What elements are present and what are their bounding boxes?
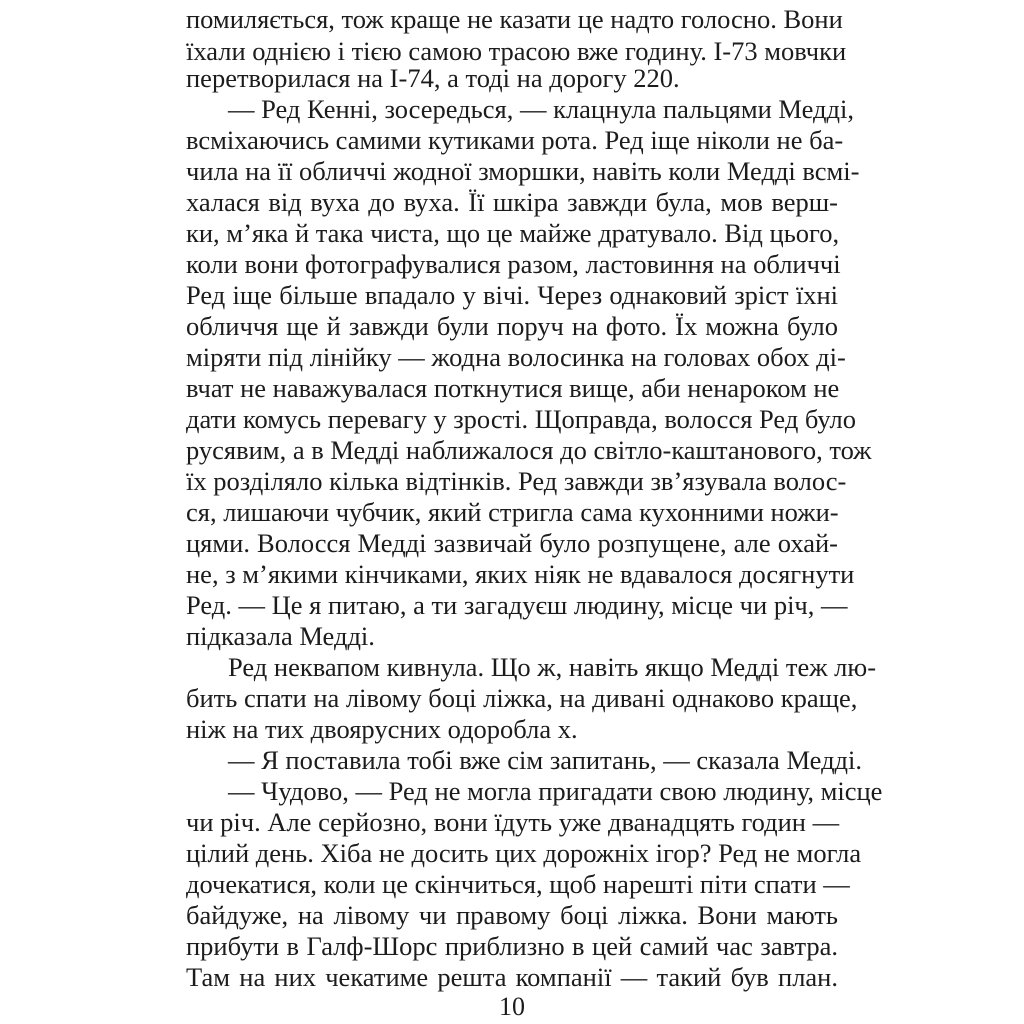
page-number: 10: [499, 992, 525, 1021]
text-line: байдуже, на лівому чи правому боці ліжка. Вони мають: [186, 900, 838, 930]
text-line: вчат не наважувалася поткнутися вище, аби ненароком не: [186, 373, 840, 403]
text-line: ніж на тих двоярусних одоробла х.: [186, 714, 578, 744]
text-line: Там на них чекатиме решта компанії — такий був план.: [186, 962, 838, 992]
text-line: чила на її обличчі жодної зморшки, навіть коли Медді всмі-: [186, 156, 860, 186]
text-line: бить спати на лівому боці ліжка, на дивані однаково краще,: [186, 683, 858, 713]
text-line: чи річ. Але серйозно, вони їдуть уже дванадцять годин —: [186, 807, 840, 837]
text-line: Ред. — Це я питаю, а ти загадуєш людину, місце чи річ, —: [186, 590, 848, 620]
text-line: цями. Волосся Медді зазвичай було розпущене, але охай-: [186, 528, 838, 558]
text-line: русявим, а в Медді наближалося до світло-каштанового, тож: [186, 435, 872, 465]
text-line: їх розділяло кілька відтінків. Ред завжди зв’язувала волос-: [186, 466, 847, 496]
text-line: дочекатися, коли це скінчиться, щоб нарешті піти спати —: [186, 869, 850, 899]
text-line: коли вони фотографувалися разом, ластовиння на обличчі: [186, 249, 841, 279]
paragraph-start-line: Ред неквапом кивнула. Що ж, навіть якщо Медді теж лю-: [228, 652, 877, 682]
text-line: халася від вуха до вуха. Її шкіра завжди була, мов верш-: [186, 187, 838, 217]
text-line: їхали однією і тією самою трасою вже годину. І-73 мовчки: [186, 36, 847, 66]
text-line: дати комусь перевагу у зрості. Щоправда, волосся Ред було: [186, 404, 856, 434]
text-line: підказала Медді.: [186, 621, 375, 651]
paragraph-start-line: — Я поставила тобі вже сім запитань, — сказала Медді.: [228, 745, 863, 775]
text-line: помиляється, тож краще не казати це надто голосно. Вони: [186, 4, 843, 34]
text-line: ся, лишаючи чубчик, який стригла сама кухонними ножи-: [186, 497, 839, 527]
text-line: перетворилася на І-74, а тоді на дорогу 220.: [186, 63, 680, 93]
text-line: міряти під лінійку — жодна волосинка на головах обох ді-: [186, 342, 846, 372]
text-line: прибути в Галф-Шорс приблизно в цей самий час завтра.: [186, 931, 838, 961]
text-line: ки, м’яка й така чиста, що це майже дратувало. Від цього,: [186, 218, 840, 248]
text-line: цілий день. Хіба не досить цих дорожніх ігор? Ред не могла: [186, 838, 862, 868]
paragraph-start-line: — Чудово, — Ред не могла пригадати свою людину, місце: [228, 776, 883, 806]
text-line: обличчя ще й завжди були поруч на фото. Їх можна було: [186, 311, 838, 341]
text-line: всміхаючись самими кутиками рота. Ред іще ніколи не ба-: [186, 125, 844, 155]
text-line: Ред іще більше впадало у вічі. Через однаковий зріст їхні: [186, 280, 838, 310]
paragraph-start-line: — Ред Кенні, зосередься, — клацнула пальцями Медді,: [228, 94, 854, 124]
text-line: не, з м’якими кінчиками, яких ніяк не вдавалося досягнути: [186, 559, 855, 589]
